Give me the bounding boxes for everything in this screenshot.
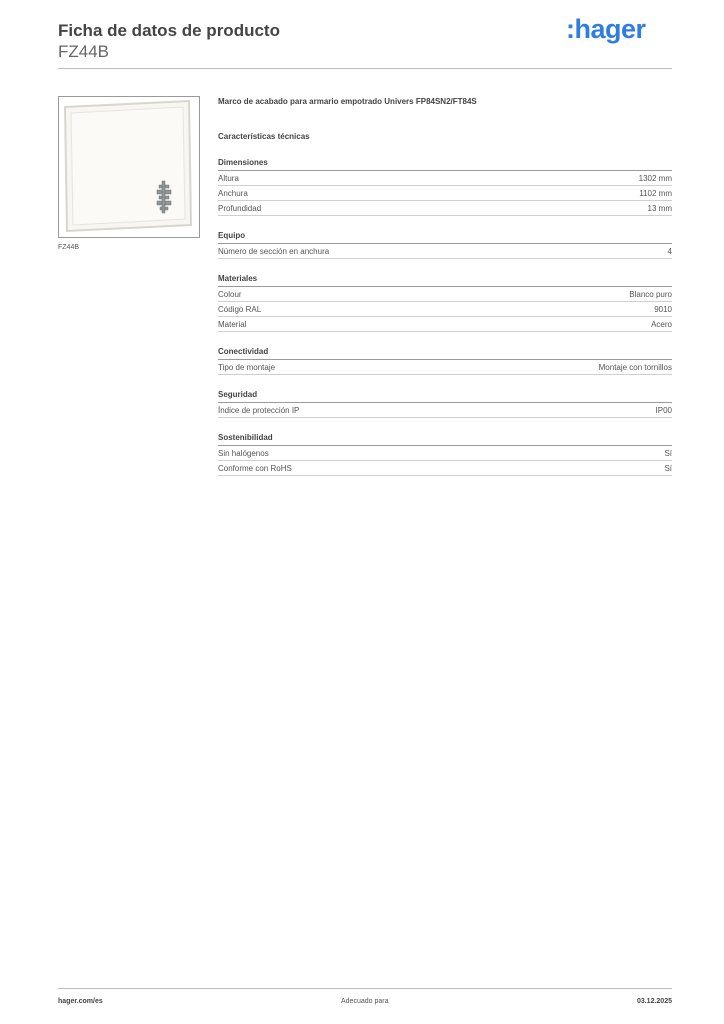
spec-row [218,360,672,375]
spec-section [218,157,672,216]
spec-row [218,244,672,259]
spec-row [218,403,672,418]
spec-value: 1302 mm [638,174,672,183]
spec-label: Material [218,320,247,329]
section-title: Dimensiones [218,157,672,171]
spec-row [218,201,672,216]
section-title: Equipo [218,230,672,244]
document-title: Ficha de datos de producto [58,21,280,40]
footer-date: 03.12.2025 [636,998,672,1005]
spec-section [218,273,672,332]
tech-characteristics-title: Características técnicas [218,132,310,141]
spec-label: Código RAL [218,305,262,314]
spec-section [218,432,672,476]
spec-row [218,317,672,332]
footer-website-link[interactable]: hager.com/es [58,998,103,1005]
spec-value: Sí [664,449,672,458]
spec-row [218,461,672,476]
spec-row [218,287,672,302]
spec-label: Número de sección en anchura [218,247,330,256]
spec-section [218,389,672,418]
document-header [58,20,280,62]
spec-label: Tipo de montaje [218,363,276,372]
section-title: Seguridad [218,389,672,403]
spec-value: 13 mm [647,204,672,213]
spec-value: Acero [651,320,672,329]
hager-logo: :hager [566,14,646,44]
spec-content [218,96,672,476]
spec-value: 1102 mm [639,189,672,198]
product-code: FZ44B [58,42,110,61]
spec-label: Profundidad [218,204,262,213]
product-image [58,96,200,238]
spec-row [218,171,672,186]
spec-value: 9010 [654,305,672,314]
image-caption: FZ44B [58,244,80,251]
spec-value: Blanco puro [629,290,672,299]
product-description: Marco de acabado para armario empotrado Univers FP84SN2/FT84S [218,97,477,106]
spec-section [218,346,672,375]
spec-value: IP00 [655,406,672,415]
footer-suitable-for: Adecuado para [341,998,389,1005]
spec-value: Montaje con tornillos [598,363,672,372]
header-divider [58,68,672,69]
spec-label: Índice de protección IP [218,406,300,415]
spec-row [218,302,672,317]
frame-product-icon [59,97,199,237]
spec-label: Sin halógenos [218,449,269,458]
spec-row [218,446,672,461]
spec-value: 4 [667,247,672,256]
section-title: Conectividad [218,346,672,360]
spec-sections [218,157,672,476]
spec-label: Colour [218,290,242,299]
spec-label: Conforme con RoHS [218,464,292,473]
spec-row [218,186,672,201]
spec-section [218,230,672,259]
section-title: Materiales [218,273,672,287]
spec-label: Anchura [218,189,248,198]
section-title: Sostenibilidad [218,432,672,446]
spec-label: Altura [218,174,239,183]
spec-value: Sí [664,464,672,473]
footer-divider [58,988,672,989]
